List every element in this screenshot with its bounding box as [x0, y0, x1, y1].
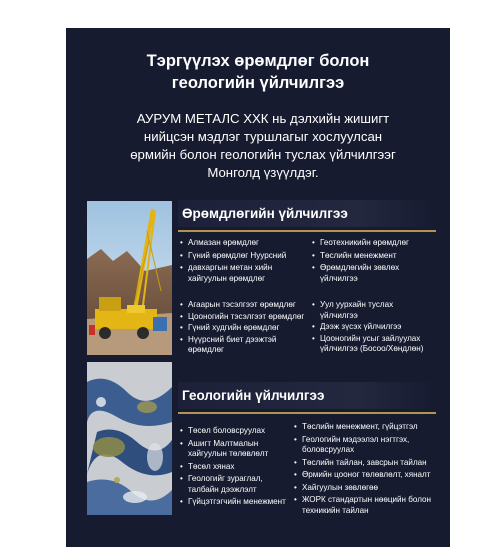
list-item: • Төсөл боловсруулах — [180, 426, 292, 437]
mineral-rock-photo — [87, 362, 172, 515]
list-item: • Геологийг зураглал, талбайн дээжлэлт — [180, 474, 292, 495]
list-item: • Гүний худгийн өрөмдлөг — [180, 323, 308, 334]
mineral-rock-image — [87, 362, 172, 515]
drilling-list-c — [180, 300, 308, 357]
drilling-services-heading: Өрөмдлөгийн үйлчилгээ — [178, 200, 436, 227]
page-title — [66, 50, 450, 94]
list-item: • давхаргын метан хийн хайгуулын өрөмдлөг — [180, 263, 308, 284]
intro-line-1: АУРУМ МЕТАЛС ХХК нь дэлхийн жишигт — [136, 111, 390, 126]
list-item: • Төсөл хянах — [180, 462, 292, 473]
geology-list-a — [180, 426, 292, 510]
intro-line-4: Монголд үзүүлдэг. — [207, 165, 319, 180]
list-item: • Өрмийн цооног төлөвлөлт, хяналт — [294, 470, 444, 481]
list-item: • Гүний өрөмдлөг Нуурсний — [180, 251, 308, 262]
list-item: • Өрөмдлөгийн зөвлөх үйлчилгээ — [312, 263, 432, 284]
drilling-rig-image — [87, 201, 172, 355]
list-item: • ЖОРК стандартын нөөцийн болон техникийн тайлан — [294, 495, 444, 516]
intro-text — [118, 110, 408, 182]
list-item: • Төслийн тайлан, завсрын тайлан — [294, 458, 444, 469]
list-item: • Хайгуулын зөвлөгөө — [294, 483, 444, 494]
list-item: • Төслийн менежмент — [312, 251, 432, 262]
geology-heading-underline — [178, 412, 436, 414]
intro-line-2: нийцсэн мэдлэг туршлагыг хослуулсан — [143, 129, 383, 144]
drilling-list-b — [312, 238, 432, 286]
list-item: • Дээж зүсэх үйлчилгээ — [312, 322, 432, 333]
list-item: • Алмазан өрөмдлөг — [180, 238, 308, 249]
drilling-rig-photo — [87, 201, 172, 355]
list-item: • Нүүрсний биет дээжтэй өрөмдлөг — [180, 335, 308, 356]
title-line-1: Тэргүүлэх өрөмдлөг болон — [146, 52, 370, 70]
title-line-2: геологийн үйлчилгээ — [171, 74, 345, 92]
drilling-list-d — [312, 300, 432, 356]
geology-list-b — [294, 422, 444, 518]
list-item: • Гүйцэтгэгчийн менежмент — [180, 497, 292, 508]
list-item: • Агаарын тэсэлгээт өрөмдлөг — [180, 300, 308, 311]
list-item: • Геологийн мэдээлэл нэгтгэх, боловсруулах — [294, 435, 444, 456]
list-item: • Цооногийн усыг зайлуулах үйлчилгээ (Босоо/Хөндлөн) — [312, 334, 432, 355]
list-item: • Төслийн менежмент, гүйцэтгэл — [294, 422, 444, 433]
list-item: • Уул уурхайн туслах үйлчилгээ — [312, 300, 432, 321]
drilling-list-a — [180, 238, 308, 286]
list-item: • Ашигт Малтмалын хайгуулын төлөвлөлт — [180, 439, 292, 460]
list-item: • Геотехникийн өрөмдлөг — [312, 238, 432, 249]
list-item: • Цооногийн тэсэлгээт өрөмдлөг — [180, 312, 308, 323]
intro-line-3: өрмийн болон геологийн туслах үйлчилгээг — [130, 147, 396, 162]
flyer-panel — [66, 28, 450, 547]
drilling-heading-underline — [178, 230, 436, 232]
geology-services-heading: Геологийн үйлчилгээ — [178, 382, 436, 409]
